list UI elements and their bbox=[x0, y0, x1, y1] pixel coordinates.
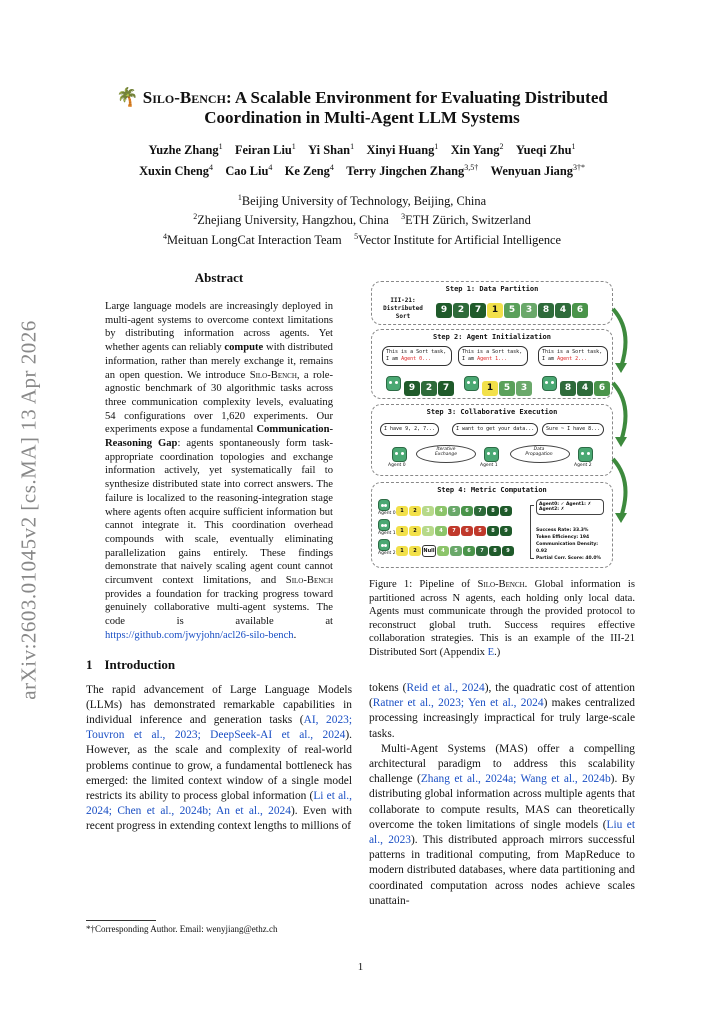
agent1-message: I want to get your data... bbox=[452, 423, 538, 436]
number-tile: 6 bbox=[594, 381, 610, 396]
appendix-link[interactable]: E bbox=[487, 646, 495, 658]
affiliation-row-2: $^2$Zhejiang University, Hangzhou, China $^3$ETH Zürich, Switzerland bbox=[193, 212, 531, 228]
step3-panel bbox=[371, 404, 613, 476]
number-tile: 8 bbox=[487, 526, 499, 536]
metric: Success Rate: 33.3% bbox=[536, 528, 589, 533]
affiliation: Zhejiang University, Hangzhou, China bbox=[197, 213, 389, 228]
agent2-message: Sure ~ I have 8... bbox=[542, 423, 604, 436]
abstract-heading: Abstract bbox=[194, 270, 244, 285]
number-tile: 1 bbox=[396, 526, 408, 536]
number-tile: 4 bbox=[437, 546, 449, 556]
step4-title: Step 4: Metric Computation bbox=[437, 486, 547, 494]
author-name: Yuzhe Zhang$^1$ bbox=[148, 142, 223, 158]
arxiv-watermark bbox=[9, 290, 49, 730]
robot-icon bbox=[392, 447, 407, 462]
mas-paragraph: Multi-Agent Systems (MAS) offer a compelling architectural paradigm to address this scalability challenge (Zhang et al., 2024a; Wang et al., 2024b). By distributing global information across multiple agents that collaborate to compute results, MAS can theoretically overcome the token limitations of single models (Liu et al., 2023). This distributed approach mirrors successful patterns in traditional computing, from MapReduce to modern distributed databases, where data partitioning and coordinated computation across nodes achieve scales unattain- bbox=[369, 742, 636, 907]
robot-icon bbox=[484, 447, 499, 462]
step2-title: Step 2: Agent Initialization bbox=[432, 333, 551, 341]
affiliation-list bbox=[80, 190, 644, 247]
number-tile: 2 bbox=[409, 546, 421, 556]
number-tile: 6 bbox=[461, 526, 473, 536]
number-tile: 9 bbox=[436, 303, 452, 318]
step4-panel bbox=[371, 482, 613, 568]
metric-list bbox=[536, 527, 610, 562]
result-line: Agent2: ✗ bbox=[539, 507, 565, 512]
robot-icon bbox=[542, 376, 557, 391]
agent-label: Agent 2 bbox=[574, 463, 592, 468]
section-heading: 1 Introduction bbox=[86, 656, 176, 672]
agent-result-row bbox=[378, 519, 515, 539]
page-number: 1 bbox=[357, 961, 364, 973]
number-tile: 9 bbox=[500, 506, 512, 516]
number-tile: 3 bbox=[422, 506, 434, 516]
number-tile: 4 bbox=[577, 381, 593, 396]
number-tile: 6 bbox=[463, 546, 475, 556]
code-link[interactable]: https://github.com/jwyjohn/acl26-silo-bench bbox=[105, 629, 294, 641]
partition-numbers bbox=[436, 299, 589, 318]
affiliation-row-3: $^4$Meituan LongCat Interaction Team $^5$Vector Institute for Artificial Intelligence bbox=[162, 231, 562, 247]
agent-result-row bbox=[378, 539, 515, 559]
citation-link[interactable]: Zhang et al., 2024a; Wang et al., 2024b bbox=[420, 773, 611, 786]
flow-arrows bbox=[611, 301, 635, 561]
number-tile: 9 bbox=[500, 526, 512, 536]
affiliation-row-1: $^1$Beijing University of Technology, Beijing, China bbox=[237, 193, 487, 209]
step1-panel bbox=[371, 281, 613, 325]
number-tile: 3 bbox=[422, 526, 434, 536]
number-tile: 7 bbox=[470, 303, 486, 318]
affiliation: Beijing University of Technology, Beijing, China bbox=[241, 194, 487, 209]
agent1-data bbox=[482, 377, 533, 396]
number-tile: 6 bbox=[461, 506, 473, 516]
author-name: Wenyuan Jiang$^{3\dagger*}$ bbox=[490, 163, 585, 179]
author-name: Yi Shan$^1$ bbox=[308, 142, 355, 158]
number-tile: 1 bbox=[487, 303, 503, 318]
affiliation: Meituan LongCat Interaction Team bbox=[166, 232, 342, 247]
number-tile: 2 bbox=[421, 381, 437, 396]
number-tile: 5 bbox=[450, 546, 462, 556]
left-column bbox=[86, 270, 352, 835]
robot-icon bbox=[378, 539, 390, 551]
number-tile: 7 bbox=[438, 381, 454, 396]
number-tile: 8 bbox=[560, 381, 576, 396]
propagation-label: Data Propagation bbox=[525, 447, 553, 457]
number-tile: 6 bbox=[572, 303, 588, 318]
intro-paragraph-cont: tokens (Reid et al., 2024), the quadratic cost of attention (Ratner et al., 2023; Yen et al., 2024) makes centralized processing increasingly impractical for truly large-scale tasks. bbox=[369, 682, 635, 740]
agent-label: Agent 0 bbox=[388, 463, 406, 468]
agent0-bubble: This is a Sort task, I am Agent 0... bbox=[382, 346, 452, 366]
affiliation: ETH Zürich, Switzerland bbox=[405, 213, 531, 228]
task-label: III-21: Distributed Sort bbox=[383, 297, 423, 320]
right-column bbox=[369, 281, 635, 909]
number-tile: 1 bbox=[396, 546, 408, 556]
robot-icon bbox=[378, 499, 390, 511]
number-tile: 7 bbox=[448, 526, 460, 536]
step2-panel bbox=[371, 329, 613, 399]
number-tile: 1 bbox=[482, 381, 498, 396]
robot-icon bbox=[386, 376, 401, 391]
title-name: Silo-Bench bbox=[142, 88, 226, 107]
number-tile: 9 bbox=[404, 381, 420, 396]
robot-icon bbox=[378, 519, 390, 531]
agent1-bubble: This is a Sort task, I am Agent 1... bbox=[458, 346, 528, 366]
number-tile: 8 bbox=[487, 506, 499, 516]
number-tile: 4 bbox=[435, 506, 447, 516]
number-tile: 8 bbox=[489, 546, 501, 556]
number-tile: Null bbox=[422, 545, 436, 557]
number-tile: 2 bbox=[409, 506, 421, 516]
number-tile: 4 bbox=[435, 526, 447, 536]
citation-link[interactable]: Ratner et al., 2023; Yen et al., 2024 bbox=[372, 697, 544, 710]
title-block bbox=[80, 88, 644, 248]
intro-paragraph: The rapid advancement of Large Language Models (LLMs) has demonstrated remarkable capabilities in individual inference and generation tasks (AI, 2023; Touvron et al., 2023; DeepSeek-AI et al., 2024). However, as the scale and complexity of real-world problems continue to grow, a fundamental bottleneck has emerged: the limited context window of a single model restricts its ability to process global information (Li et al., 2024; Chen et al., 2024b; An et al., 2024). Even with recent progress in extending context lengths to millions of bbox=[86, 683, 352, 833]
step1-title: Step 1: Data Partition bbox=[445, 285, 539, 293]
author-name: Yueqi Zhu$^1$ bbox=[515, 142, 576, 158]
metric: Communication Density: 0.92 bbox=[536, 542, 599, 554]
agent-label: Agent 1 bbox=[378, 531, 396, 536]
number-tile: 5 bbox=[448, 506, 460, 516]
abstract-body: Large language models are increasingly deployed in multi-agent systems to overcome context limitations by distributing information across agents. Yet whether agents can reliably compute with distributed information, rather than merely exchange it, remains an open question. We introduce Silo-Bench, a role-agnostic benchmark of 30 algorithmic tasks across three communication complexity levels, evaluating 54 configurations over 1,620 experiments. Our experiments expose a fundamental Communication-Reasoning Gap: agents spontaneously form task-appropriate coordination topologies and exchange information actively, yet systematically fail to synthesize distributed state into correct answers. The failure is localized to the reasoning-integration stage where agents often acquire sufficient information but cannot integrate it. This coordination overhead compounds with scale, eventually eliminating parallelization gains entirely. These findings demonstrate that naively scaling agent count cannot circumvent context limitations, and Silo-Bench provides a foundation for tracking progress toward genuinely collaborative multi-agent systems. The code is available at https://github.com/jwyjohn/acl26-silo-bench. bbox=[105, 301, 334, 641]
bracket bbox=[530, 505, 534, 559]
title-line2: Coordination in Multi-Agent LLM Systems bbox=[204, 108, 520, 127]
metric: Token Efficiency: 194 bbox=[536, 535, 590, 540]
citation-link[interactable]: Li et al., 2024; Chen et al., 2024b; An et al., 2024 bbox=[86, 790, 352, 818]
exchange-label: Iterative Exchange bbox=[434, 447, 458, 457]
robot-icon bbox=[578, 447, 593, 462]
paper-title bbox=[80, 88, 644, 128]
author-name: Xuxin Cheng$^4$ bbox=[139, 163, 213, 179]
agent-label: Agent 2 bbox=[378, 551, 396, 556]
title-line1: : A Scalable Environment for Evaluating Distributed bbox=[225, 88, 608, 107]
number-tile: 3 bbox=[516, 381, 532, 396]
palm-tree-icon: 🌴 bbox=[116, 87, 139, 108]
result-box bbox=[536, 499, 604, 515]
citation-link[interactable]: Liu et al., 2023 bbox=[369, 818, 636, 847]
number-tile: 2 bbox=[409, 526, 421, 536]
agent-result-row bbox=[378, 499, 515, 519]
agent-label: Agent 1 bbox=[480, 463, 498, 468]
number-tile: 7 bbox=[474, 506, 486, 516]
figure-caption: Figure 1: Pipeline of Silo-Bench. Global information is partitioned across N agents, each holding only local data. Agents must communicate through the provided protocol to reconstruct global truth. Success requires effective collaboration strategies. This is an example of the III-21 Distributed Sort (Appendix E.) bbox=[369, 579, 635, 658]
agent2-data bbox=[560, 377, 611, 396]
author-name: Xin Yang$^2$ bbox=[450, 142, 504, 158]
number-tile: 1 bbox=[396, 506, 408, 516]
arxiv-id: arXiv:2603.01045v2 [cs.MA] 13 Apr 2026 bbox=[16, 320, 41, 700]
step3-title: Step 3: Collaborative Execution bbox=[426, 408, 558, 416]
author-name: Xinyi Huang$^1$ bbox=[366, 142, 439, 158]
number-tile: 5 bbox=[499, 381, 515, 396]
metric: Partial Corr. Score: 40.0% bbox=[536, 556, 601, 561]
agent-label: Agent 0 bbox=[378, 511, 396, 516]
number-tile: 5 bbox=[474, 526, 486, 536]
citation-link[interactable]: Reid et al., 2024 bbox=[406, 682, 485, 694]
number-tile: 9 bbox=[502, 546, 514, 556]
affiliation: Vector Institute for Artificial Intelligence bbox=[358, 232, 562, 247]
agent0-message: I have 9, 2, 7... bbox=[380, 423, 439, 436]
number-tile: 5 bbox=[504, 303, 520, 318]
author-name: Terry Jingchen Zhang$^{3,5\dagger}$ bbox=[346, 163, 479, 179]
number-tile: 3 bbox=[521, 303, 537, 318]
result-line: Agent0: ✓ Agent1: ✗ bbox=[539, 502, 592, 507]
number-tile: 7 bbox=[476, 546, 488, 556]
author-name: Feiran Liu$^1$ bbox=[234, 142, 296, 158]
author-name: Ke Zeng$^4$ bbox=[284, 163, 334, 179]
robot-icon bbox=[464, 376, 479, 391]
agent-results bbox=[378, 499, 515, 559]
author-name: Cao Liu$^4$ bbox=[225, 163, 273, 179]
number-tile: 8 bbox=[538, 303, 554, 318]
number-tile: 4 bbox=[555, 303, 571, 318]
citation-link[interactable]: AI, 2023; Touvron et al., 2023; DeepSeek-AI et al., 2024 bbox=[86, 713, 352, 742]
number-tile: 2 bbox=[453, 303, 469, 318]
author-list bbox=[80, 138, 644, 180]
agent0-data bbox=[404, 377, 455, 396]
pipeline-figure bbox=[369, 281, 635, 567]
footnote: *†Corresponding Author. Email: wenyjiang@ethz.ch bbox=[86, 920, 352, 934]
agent2-bubble: This is a Sort task, I am Agent 2... bbox=[538, 346, 608, 366]
